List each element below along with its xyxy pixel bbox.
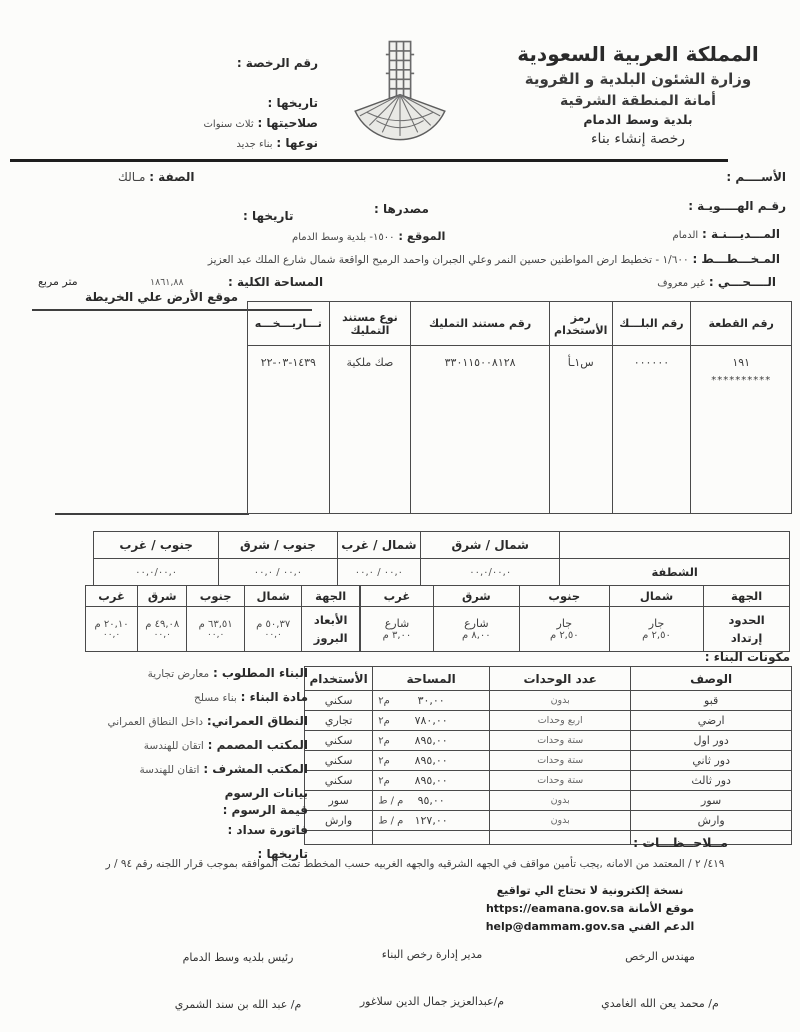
license-type-label: نوعها : <box>276 136 318 150</box>
area-header: المساحة <box>373 667 490 691</box>
details-column <box>58 666 308 871</box>
city-value: الدمام <box>672 230 699 241</box>
chamfer-nw-value: ٠٠,٠ / ٠٠,٠ <box>337 559 421 586</box>
urban-scope-row <box>58 714 308 728</box>
owner-role-value: مـالك <box>118 170 146 184</box>
chamfer-nw-header: شمال / غرب <box>337 532 421 559</box>
components-section-title: مكونات البناء : <box>704 650 790 664</box>
building-material-label: مادة البناء : <box>240 690 308 704</box>
map-section-title: موقع الأرض علي الخريطة <box>85 290 239 304</box>
chamfer-label: الشطفة <box>560 559 790 586</box>
limits-north-header: شمال <box>609 586 703 607</box>
owner-name-row <box>726 170 786 184</box>
building-material-value: بناء مسلح <box>193 692 237 704</box>
components-header-row <box>305 667 792 691</box>
electronic-copy-note: نسخة إلكترونية لا تحتاج الي تواقيع <box>496 884 684 897</box>
plot-table <box>247 301 792 514</box>
plot-no-header: رقم القطعة <box>691 302 792 346</box>
dimensions-data-row <box>86 607 360 652</box>
license-info-box <box>88 56 318 156</box>
country-title: المملكة العربية السعودية <box>517 42 759 66</box>
urban-scope-label: النطاق العمراني: <box>206 714 308 728</box>
component-row: سور بدون ٩٥,٠٠ م / ط سور <box>305 791 792 811</box>
deed-no-header: رقم مستند التمليك <box>411 302 550 346</box>
limits-west-header: غرب <box>360 586 433 607</box>
id-date-label: تاريخها : <box>243 209 294 223</box>
limits-row-label: الحدود إرتداد <box>704 607 790 652</box>
invoice-date-row: تاريخها : <box>257 847 308 861</box>
required-building-value: معارض تجارية <box>147 668 210 680</box>
license-type-value: بناء جديد <box>236 139 273 150</box>
license-validity-label: صلاحيتها : <box>257 116 318 130</box>
total-area-label-row <box>228 275 323 289</box>
support-email-label: الدعم الفني <box>628 920 695 934</box>
component-row: وارش بدون ١٢٧,٠٠ م / ط وارش <box>305 811 792 831</box>
chamfer-table <box>93 531 790 586</box>
dims-west-header: غرب <box>86 586 138 607</box>
limit-south-cell: جار ٢,٥٠ م <box>519 607 609 652</box>
design-office-row <box>58 738 308 752</box>
total-area-label: المساحة الكلية : <box>228 275 324 289</box>
municipality-title: بلدية وسط الدمام <box>583 112 693 128</box>
chamfer-ne-header: شمال / شرق <box>421 532 560 559</box>
dim-east-cell: ٤٩,٠٨ م ٠٠,٠ <box>138 607 187 652</box>
signature-title: مدير إدارة رخص البناء <box>381 948 483 961</box>
design-office-label: المكتب المصمم : <box>207 738 308 752</box>
plan-row <box>208 252 780 266</box>
chamfer-ne-value: ٠٠,٠/٠٠,٠ <box>421 559 560 586</box>
dims-east-header: شرق <box>138 586 187 607</box>
dims-side-header: الجهة <box>302 586 360 607</box>
amana-website-row <box>480 900 700 918</box>
electronic-copy-block <box>480 882 700 936</box>
limit-north-cell: جار ٢,٥٠ م <box>609 607 703 652</box>
header-divider <box>10 159 728 162</box>
use-header: الأستخدام <box>305 667 373 691</box>
district-value: غير معروف <box>657 278 706 289</box>
total-area-unit: متر مربع <box>38 275 78 288</box>
deed-date-header: تـــاريـــخـــه <box>248 302 330 346</box>
invoice-row: فاتورة سداد : <box>227 823 308 837</box>
city-row <box>673 227 780 241</box>
components-table <box>304 666 792 845</box>
deed-no-cell: ٣٣٠١١٥٠٠٨١٢٨ <box>411 346 550 514</box>
component-row: دور اول ستة وحدات ٨٩٥,٠٠ م٢ سكني <box>305 731 792 751</box>
site-label: الموقع : <box>398 229 446 243</box>
amana-website-url: https://eamana.gov.sa <box>485 902 625 916</box>
supervising-office-row <box>58 762 308 776</box>
chamfer-blank-cell <box>560 532 790 559</box>
fees-value-row: قيمة الرسوم : <box>222 803 308 817</box>
id-number-label: رقـم الهــــويـة : <box>688 199 786 213</box>
chamfer-value-row <box>94 559 790 586</box>
amana-title: أمانة المنطقة الشرقية <box>560 92 716 109</box>
signature-title: مهندس الرخص <box>625 950 695 963</box>
limits-data-row <box>360 607 789 652</box>
id-source-row <box>374 202 429 216</box>
notes-text: ٤١٩/ ٢ / المعتمد من الامانه ,يجب تأمين مواقف في الجهه الشرقيه والجهه الغربيه حسب المخطط تمت الموافقه بموجب قرار اللجنه رقم ٩٤ / ر <box>105 858 725 870</box>
owner-name-label: الأســــم : <box>726 170 786 184</box>
signature-municipality-president <box>138 951 338 1011</box>
building-material-row <box>58 690 308 704</box>
chamfer-sw-value: ٠٠,٠/٠٠,٠ <box>94 559 219 586</box>
license-validity-value: ثلاث سنوات <box>203 119 254 130</box>
chamfer-sw-header: جنوب / غرب <box>94 532 219 559</box>
map-box-bottom-line <box>55 513 249 515</box>
units-header: عدد الوحدات <box>490 667 631 691</box>
plan-label: المـخـــطـــط : <box>692 252 780 266</box>
header-block <box>488 40 788 149</box>
use-code-cell: س١ـأ <box>549 346 612 514</box>
notes-section-label: مــلاحــظـــات : <box>633 835 728 850</box>
component-row: ارضي اربع وحدات ٧٨٠,٠٠ م٢ تجاري <box>305 711 792 731</box>
dim-south-cell: ٦٣,٥١ م ٠٠,٠ <box>187 607 245 652</box>
plan-value: ١/٦٠٠ - تخطيط ارض المواطنين حسين النمر وعلي الجبران واحمد الرميح الواقعة شمال شارع الملك عبد العزيز <box>207 254 689 266</box>
document-title: رخصة إنشاء بناء <box>590 131 686 148</box>
limits-table <box>360 585 790 652</box>
dims-south-header: جنوب <box>187 586 245 607</box>
boundaries-section <box>85 585 790 652</box>
supervising-office-value: اتقان للهندسة <box>139 764 200 776</box>
required-building-row <box>58 666 308 680</box>
desc-header: الوصف <box>631 667 792 691</box>
dims-north-header: شمال <box>244 586 302 607</box>
signature-title: رئيس بلديه وسط الدمام <box>182 951 294 964</box>
site-row <box>292 229 446 243</box>
signature-name: م/عبدالعزيز جمال الدين سلاغور <box>359 995 505 1008</box>
deed-type-cell: صك ملكية <box>329 346 411 514</box>
dimensions-header-row <box>86 586 360 607</box>
dims-row-label: الأبعاد البروز <box>302 607 360 652</box>
id-number-row <box>688 199 786 213</box>
signature-permits-manager <box>332 948 532 1008</box>
license-date-label: تاريخها : <box>267 96 318 110</box>
use-code-header: رمز الأستخدام <box>549 302 612 346</box>
plot-no-value: ١٩١ <box>732 356 751 369</box>
component-row: قبو بدون ٣٠,٠٠ م٢ سكني <box>305 691 792 711</box>
chamfer-se-value: ٠٠,٠ / ٠٠,٠ <box>219 559 337 586</box>
total-area-value: ١٨٦١,٨٨ <box>150 277 184 288</box>
dimensions-table <box>85 585 360 652</box>
owner-role-label: الصفة : <box>149 170 195 184</box>
limits-south-header: جنوب <box>519 586 609 607</box>
required-building-label: البناء المطلوب : <box>212 666 308 680</box>
id-source-label: مصدرها : <box>374 202 429 216</box>
limits-east-header: شرق <box>433 586 519 607</box>
site-value: ١٥٠٠- بلدية وسط الدمام <box>292 232 395 243</box>
component-row: دور ثالث ستة وحدات ٨٩٥,٠٠ م٢ سكني <box>305 771 792 791</box>
urban-scope-value: داخل النطاق العمراني <box>107 716 204 728</box>
chamfer-se-header: جنوب / شرق <box>219 532 337 559</box>
design-office-value: اتقان للهندسة <box>143 740 204 752</box>
ministry-title: وزارة الشئون البلدية و القروية <box>524 70 752 88</box>
block-no-header: رقم البلـــك <box>612 302 691 346</box>
plot-no-cell <box>691 346 792 514</box>
plot-no-mask: ********** <box>711 375 772 386</box>
amana-website-label: موقع الأمانة <box>628 902 695 916</box>
component-row: دور ثاني ستة وحدات ٨٩٥,٠٠ م٢ سكني <box>305 751 792 771</box>
limit-west-cell: شارع ٣,٠٠ م <box>360 607 433 652</box>
deed-type-header: نوع مستند التمليك <box>329 302 411 346</box>
supervising-office-label: المكتب المشرف : <box>203 762 308 776</box>
limits-header-row <box>360 586 789 607</box>
license-number-label: رقم الرخصة : <box>236 56 318 70</box>
limit-east-cell: شارع ٨,٠٠ م <box>433 607 519 652</box>
signature-name: م/ عبد الله بن سند الشمري <box>174 998 302 1011</box>
municipality-emblem-icon <box>340 38 460 156</box>
support-email-value: help@dammam.gov.sa <box>485 920 625 934</box>
district-row <box>657 275 776 289</box>
support-email-row <box>480 918 700 936</box>
fees-title: بيانات الرسوم <box>224 786 308 800</box>
district-label: الــــحـــي : <box>708 275 776 289</box>
owner-role-row <box>118 170 195 184</box>
city-label: المـــديـــنـة : <box>702 227 780 241</box>
dim-west-cell: ٢٠,١٠ م ٠٠,٠ <box>86 607 138 652</box>
limits-side-header: الجهة <box>704 586 790 607</box>
block-no-cell: ٠٠٠٠٠٠ <box>612 346 691 514</box>
deed-date-cell: ١٤٣٩-٠٣-٢٢ <box>248 346 330 514</box>
plot-table-data-row <box>248 346 792 514</box>
signature-permits-engineer <box>560 950 760 1010</box>
dim-north-cell: ٥٠,٣٧ م ٠٠,٠ <box>244 607 302 652</box>
plot-table-header-row <box>248 302 792 346</box>
chamfer-header-row <box>94 532 790 559</box>
id-date-row <box>243 209 293 223</box>
signature-name: م/ محمد يعن الله الغامدي <box>601 997 719 1010</box>
